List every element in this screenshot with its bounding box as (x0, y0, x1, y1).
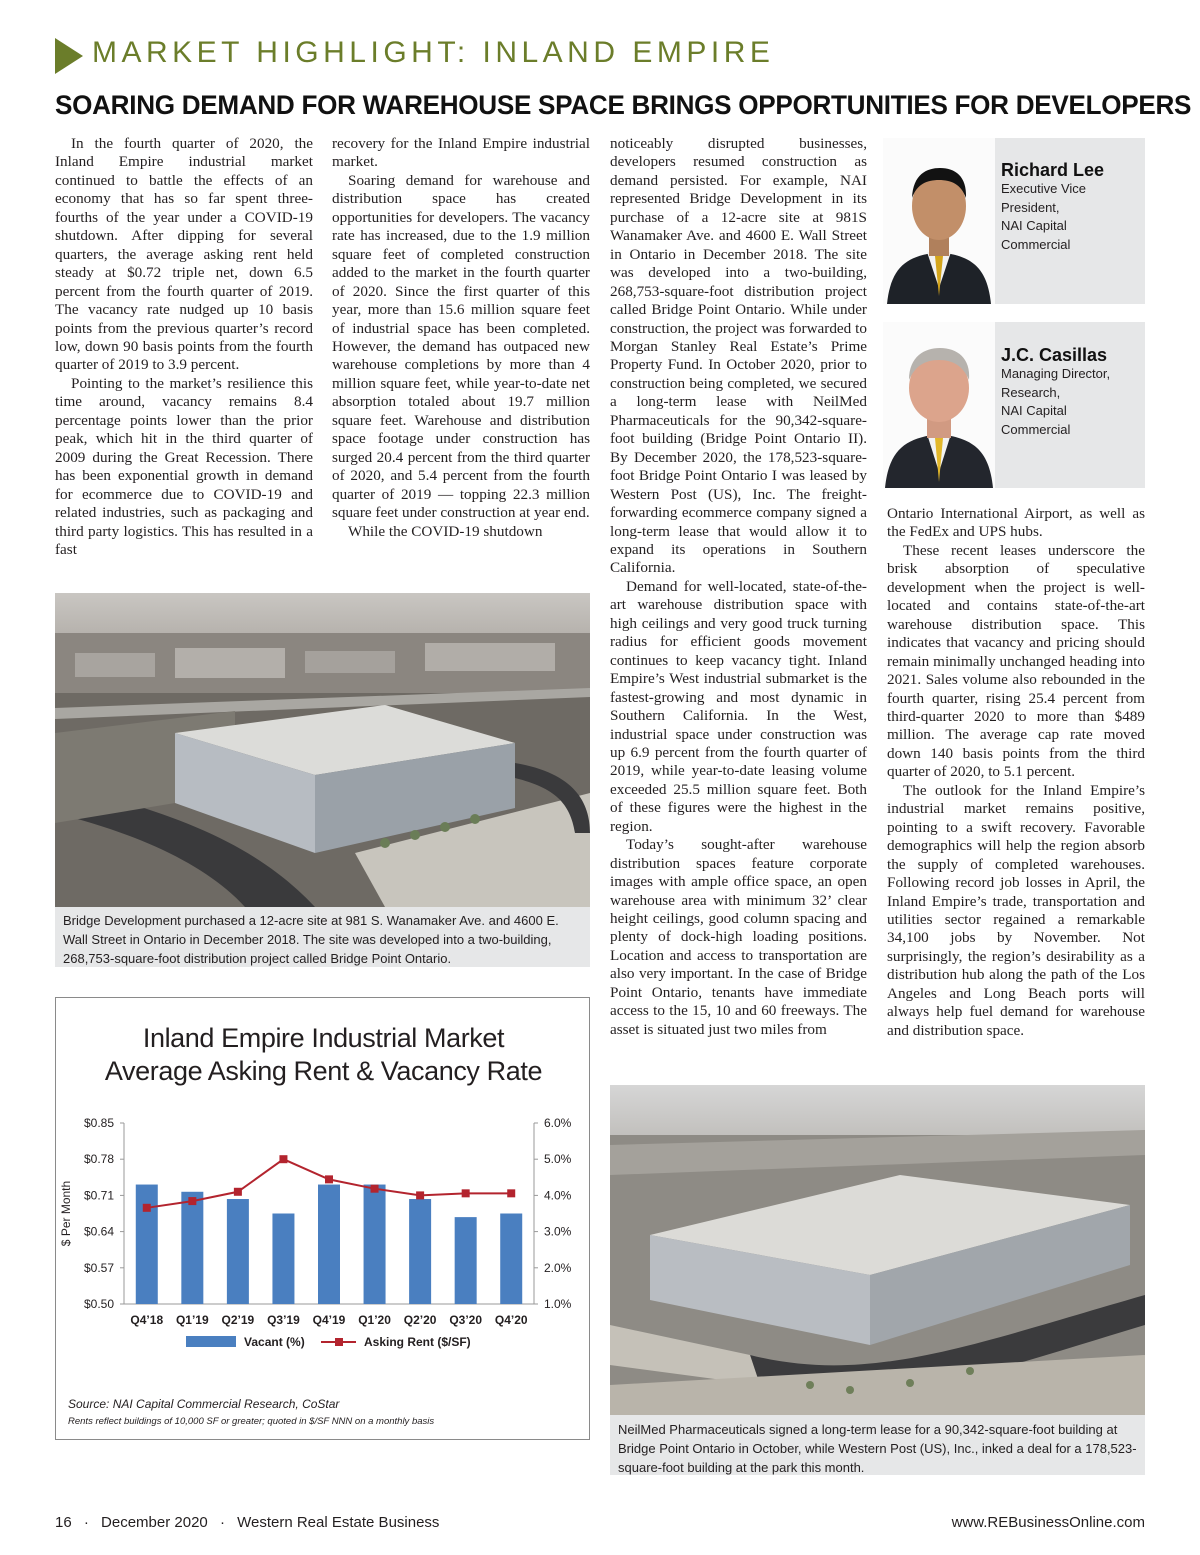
chart-category-label: Q4’18 (130, 1313, 164, 1327)
article-column-3 (610, 135, 867, 1039)
profile-title: Executive Vice President, NAI Capital Commercial (1001, 181, 1087, 252)
paragraph: noticeably disrupted businesses, developers resumed construction as demand persisted. For example, NAI represented Bridge Development in its purchase of a 12-acre site at 981S Wanamaker Ave. and 4600 E. Wall Street in Ontario in December 2018. The site was developed into a two-building, 268,753-square-foot distribution project called Bridge Point Ontario. While under construction, the project was forwarded to Morgan Stanley Real Estate’s Prime Property Fund. In October 2020, prior to construction being completed, we secured a long-term lease with NeilMed Pharmaceuticals for the 90,342-square-foot building (Bridge Point Ontario II). By December 2020, the 178,523-square-foot Bridge Point Ontario I was leased by Western Post (US), Inc. The freight-forwarding ecommerce company signed a long-term lease that would allow it to expand its operations in Southern California. (610, 135, 867, 577)
chart-tick-label-right: 2.0% (544, 1260, 572, 1275)
chart-source: Source: NAI Capital Commercial Research, CoStar (68, 1397, 340, 1411)
warehouse-aerial-illustration-2 (610, 1085, 1145, 1415)
warehouse-aerial-illustration (55, 593, 590, 907)
paragraph: Ontario International Airport, as well as the FedEx and UPS hubs. (887, 505, 1145, 541)
author-profile-jc-casillas (883, 322, 1145, 488)
paragraph: While the COVID-19 shutdown (348, 522, 543, 540)
chart-note: Rents reflect buildings of 10,000 SF or greater; quoted in $/SF NNN on a monthly basis (68, 1416, 435, 1427)
chart-bar (500, 1214, 522, 1305)
chart-tick-label-left: $0.50 (83, 1297, 114, 1311)
chart-tick-label-right: 6.0% (544, 1116, 572, 1130)
chart-tick-label-left: $0.78 (83, 1152, 114, 1167)
paragraph: Soaring demand for warehouse and distribution space has created opportunities for developers. The vacancy rate has increased, due to the 1.9 million square feet of completed construction added to the market in the fourth quarter of 2020. Since the first quarter of this year, more than 15.6 million square feet of industrial space has been completed. However, the demand has outpaced new warehouse completions by more than 4 million square feet, while year-to-date net absorption totaled about 19.7 million square feet. Warehouse and distribution space footage under construction has surged 20.4 percent from the third quarter of 2020, and 5.4 percent from the fourth quarter of 2019 — topping 22.3 million square feet under construction at year end. (332, 171, 590, 522)
chart-category-label: Q1’19 (175, 1313, 209, 1327)
chart-bar (227, 1199, 249, 1304)
aerial-photo-bridge-point-ontario (55, 593, 590, 907)
paragraph: Today’s sought-after warehouse distribution spaces feature corporate images with ample office space, an open warehouse area with minimum 32’ clear height ceilings, good column spacing and plenty of dock-high loading positions. Location and access to transportation are also very important. In the case of Bridge Point Ontario, tenants have immediate access to the 15, 10 and 60 freeways. The asset is situated just two miles from (610, 836, 867, 1038)
chart-rent-point (371, 1185, 379, 1193)
article-column-1 (55, 135, 313, 559)
chart-bar (455, 1217, 477, 1304)
publication-name: Western Real Estate Business (237, 1514, 440, 1531)
chart-category-label: Q2’20 (403, 1313, 437, 1327)
issue-date: December 2020 (101, 1514, 208, 1531)
chart-tick-label-right: 3.0% (544, 1224, 572, 1239)
profile-title: Managing Director, Research, NAI Capital Commercial (1001, 366, 1111, 437)
legend-swatch-vacant (186, 1336, 236, 1347)
photo-caption-2: NeilMed Pharmaceuticals signed a long-term lease for a 90,342-square-foot building at Bridge Point Ontario in October, while Western Post (US), Inc., inked a deal for a 178,523-square-foot building at the park this month. (610, 1415, 1145, 1475)
profile-name: J.C. Casillas (1001, 345, 1108, 365)
author-profile-richard-lee (883, 138, 1145, 304)
chart-category-label: Q3’20 (449, 1313, 483, 1327)
chart-bar (181, 1192, 203, 1304)
page-number: 16 (55, 1514, 72, 1531)
chart-tick-label-left: $0.71 (83, 1188, 114, 1203)
photo-caption-1: Bridge Development purchased a 12-acre site at 981 S. Wanamaker Ave. and 4600 E. Wall Street in Ontario in December 2018. The site was developed into a two-building, 268,753-square-foot distribution project called Bridge Point Ontario. (55, 907, 590, 967)
chart-tick-label-right: 4.0% (544, 1188, 572, 1203)
article-headline: SOARING DEMAND FOR WAREHOUSE SPACE BRINGS OPPORTUNITIES FOR DEVELOPERS (55, 90, 1192, 120)
chart-category-label: Q1’20 (358, 1313, 391, 1327)
chart-tick-label-left: $0.64 (83, 1224, 114, 1239)
chart-bar (318, 1185, 340, 1304)
footer-separator: · (83, 1514, 89, 1531)
chart-container (55, 997, 590, 1440)
profile-name: Richard Lee (1001, 160, 1105, 180)
chart-category-label: Q3’19 (267, 1313, 300, 1327)
richard-lee-photo (883, 138, 995, 304)
aerial-photo-neilmed-building (610, 1085, 1145, 1415)
paragraph: In the fourth quarter of 2020, the Inland Empire industrial market continued to battle the effects of an economy that has so far spent three-fourths of the year under a COVID-19 shutdown. After dipping for several quarters, the average asking rent held steady at $0.72 triple net, down 6.5 percent from the fourth quarter of 2019. The vacancy rate nudged up 10 basis points from the previous quarter’s record low, down 90 basis points from the fourth quarter of 2019 to 3.9 percent. (55, 135, 313, 374)
chart-rent-point (325, 1175, 333, 1183)
website-link[interactable]: www.REBusinessOnline.com (951, 1514, 1145, 1531)
chart-rent-point (234, 1188, 242, 1196)
article-column-4 (887, 505, 1145, 1040)
chart-bar (409, 1199, 431, 1304)
chart-category-label: Q4’20 (494, 1313, 528, 1327)
legend-swatch-rent-marker (335, 1338, 343, 1346)
paragraph: Pointing to the market’s resilience this time around, vacancy remains 8.4 percentage points lower than the prior peak, which hit in the third quarter of 2009 during the Great Recession. There has been exponential growth in demand for ecommerce due to COVID-19 and related industries, such as packaging and third party logistics. This has resulted in a fast (55, 374, 313, 558)
paragraph: These recent leases underscore the brisk absorption of speculative development when the project is well-located and contains state-of-the-art warehouse distribution space. This indicates that vacancy and pricing should remain minimally unchanged heading into 2021. Sales volume also rebounded in the fourth quarter, rising 25.4 percent from third-quarter 2020 to more than $489 million. The average cap rate moved down 140 basis points from the third quarter of 2020, to 5.1 percent. (887, 541, 1145, 781)
legend-label-vacant: Vacant (%) (244, 1335, 305, 1349)
chart-title: Inland Empire Industrial Market Average Asking Rent & Vacancy Rate (104, 1023, 543, 1086)
chart-rent-point (416, 1191, 424, 1199)
rent-vacancy-chart (56, 1098, 589, 1440)
jc-casillas-photo (883, 322, 995, 488)
chart-bar (272, 1214, 294, 1305)
footer-separator: · (219, 1514, 225, 1531)
chart-tick-label-left: $0.85 (83, 1116, 114, 1130)
chart-category-label: Q4’19 (312, 1313, 346, 1327)
article-column-2 (332, 135, 590, 541)
chart-rent-point (188, 1197, 196, 1205)
chart-rent-point (507, 1189, 515, 1197)
chart-rent-point (143, 1204, 151, 1212)
section-kicker: MARKET HIGHLIGHT: INLAND EMPIRE (92, 36, 775, 69)
kicker-triangle-icon (55, 38, 83, 74)
paragraph: recovery for the Inland Empire industrial market. (332, 135, 590, 171)
chart-ylabel: $ Per Month (59, 1180, 73, 1247)
chart-rent-point (279, 1155, 287, 1163)
chart-tick-label-left: $0.57 (83, 1260, 114, 1275)
page-footer-left (55, 1514, 439, 1531)
paragraph: Demand for well-located, state-of-the-art warehouse distribution space with high ceilings and very good truck turning radius for efficient goods movement continues to keep vacancy tight. Inland Empire’s West industrial submarket is the fastest-growing and most dynamic in Southern California. In the West, industrial space under construction was up 6.9 percent from the fourth quarter of 2019, while year-to-date leasing volume exceeded 25.5 million square feet. Both of these figures were the highest in the region. (610, 577, 867, 835)
chart-bar (136, 1185, 158, 1304)
chart-rent-point (462, 1189, 470, 1197)
legend-label-rent: Asking Rent ($/SF) (364, 1335, 471, 1349)
chart-category-label: Q2’19 (221, 1313, 255, 1327)
chart-tick-label-right: 1.0% (544, 1297, 572, 1311)
chart-bar (364, 1185, 386, 1304)
chart-tick-label-right: 5.0% (544, 1152, 572, 1167)
paragraph: The outlook for the Inland Empire’s industrial market remains positive, pointing to a swift recovery. Favorable demographics will help the region absorb the supply of completed warehouses. Following record job losses in April, the Inland Empire’s trade, transportation and utilities sector regained a remarkable 34,100 jobs by November. Not surprisingly, the region’s desirability as a distribution hub along the path of the Los Angeles and Long Beach ports will always help fuel demand for warehouse and distribution space. (887, 781, 1145, 1039)
